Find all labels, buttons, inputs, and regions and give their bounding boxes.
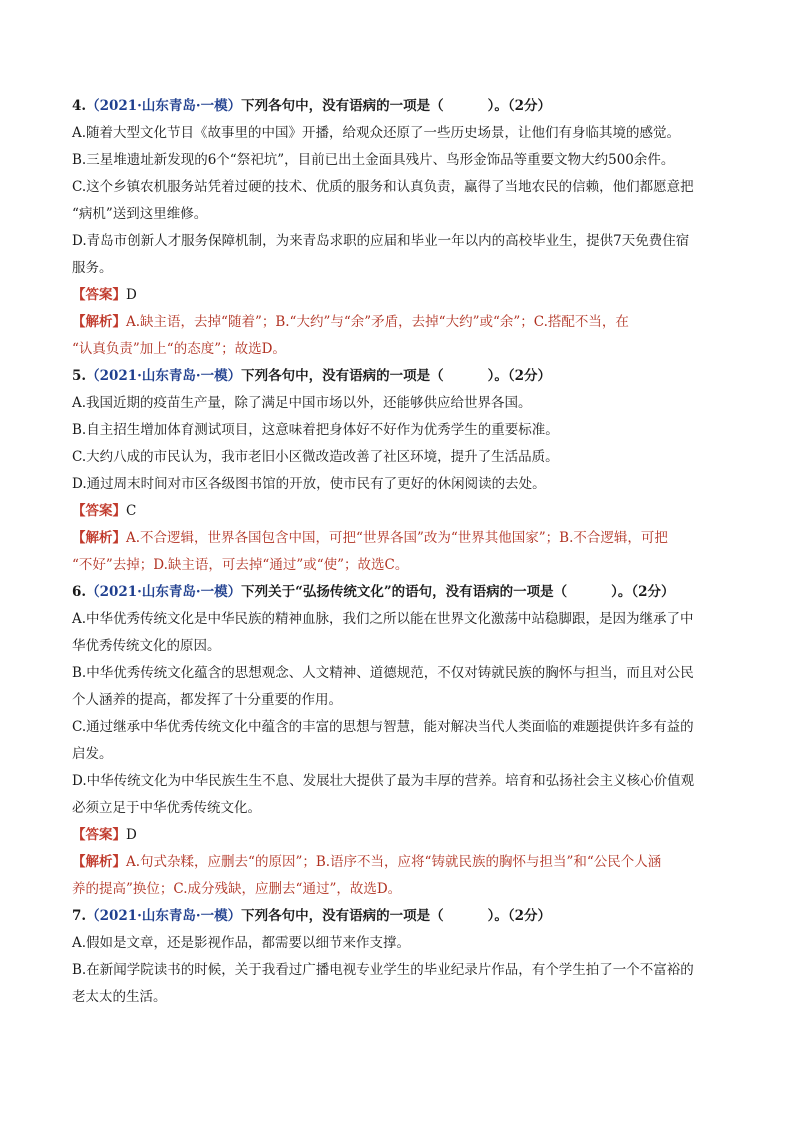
- option-line: 华优秀传统文化的原因。: [72, 638, 221, 654]
- answer-label: 【答案】: [72, 503, 126, 519]
- option-line: B.中华优秀传统文化蕴含的思想观念、人文精神、道德规范，不仅对铸就民族的胸怀与担当，而且对公民: [72, 665, 694, 681]
- analysis-line: [72, 525, 724, 552]
- question-number: 7.: [72, 908, 87, 924]
- analysis-label: 【解析】: [72, 530, 126, 546]
- analysis-line: [72, 876, 724, 903]
- option-line: D.中华传统文化为中华民族生生不息、发展壮大提供了最为丰厚的营养。培育和弘扬社会主义核心价值观: [72, 773, 695, 789]
- question-number: 6.: [72, 584, 87, 600]
- question-stem: [72, 363, 724, 390]
- option-line: 个人涵养的提高，都发挥了十分重要的作用。: [72, 692, 342, 708]
- question-number: 4.: [72, 98, 87, 114]
- analysis-line: [72, 336, 724, 363]
- question-4: [72, 93, 724, 363]
- analysis-line: [72, 309, 724, 336]
- question-source: （2021·山东青岛·一模）: [86, 584, 242, 600]
- question-score: ）。（2分）: [611, 584, 675, 600]
- question-text: 下列关于“弘扬传统文化”的语句，没有语病的一项是（: [241, 584, 568, 600]
- question-list: [72, 93, 724, 1011]
- question-source: （2021·山东青岛·一模）: [86, 908, 242, 924]
- answer-line: [72, 822, 724, 849]
- answer-value: D: [126, 287, 137, 303]
- question-6: [72, 579, 724, 903]
- answer-label: 【答案】: [72, 287, 126, 303]
- option-line: 服务。: [72, 260, 113, 276]
- option-line: A.假如是文章，还是影视作品，都需要以细节来作支撑。: [72, 935, 411, 951]
- question-source: （2021·山东青岛·一模）: [86, 98, 242, 114]
- option-line: C.通过继承中华优秀传统文化中蕴含的丰富的思想与智慧，能对解决当代人类面临的难题提供许多有益的: [72, 719, 694, 735]
- analysis-text: A.不合逻辑，世界各国包含中国，可把“世界各国”改为“世界其他国家”；B.不合逻辑，可把: [126, 530, 668, 546]
- option-line: D.通过周末时间对市区各级图书馆的开放，使市民有了更好的休闲阅读的去处。: [72, 476, 546, 492]
- question-source: （2021·山东青岛·一模）: [86, 368, 242, 384]
- analysis-text: 养的提高”换位；C.成分残缺，应删去“通过”，故选D。: [72, 881, 402, 897]
- option-line: 老太太的生活。: [72, 989, 167, 1005]
- option-line: A.中华优秀传统文化是中华民族的精神血脉，我们之所以能在世界文化激荡中站稳脚跟，是因为继承了中: [72, 611, 694, 627]
- question-text: 下列各句中，没有语病的一项是（: [241, 98, 444, 114]
- answer-line: [72, 498, 724, 525]
- option-line: 启发。: [72, 746, 113, 762]
- option-line: B.在新闻学院读书的时候，关于我看过广播电视专业学生的毕业纪录片作品，有个学生拍了一个不富裕的: [72, 962, 694, 978]
- option-line: C.这个乡镇农机服务站凭着过硬的技术、优质的服务和认真负责，赢得了当地农民的信赖，他们都愿意把: [72, 179, 694, 195]
- option-line: 必须立足于中华优秀传统文化。: [72, 800, 261, 816]
- analysis-text: A.句式杂糅，应删去“的原因”；B.语序不当，应将“铸就民族的胸怀与担当”和“公民个人涵: [126, 854, 662, 870]
- option-line: B.三星堆遗址新发现的6个“祭祀坑”，目前已出土金面具残片、鸟形金饰品等重要文物大约500余件。: [72, 152, 675, 168]
- option-line: B.自主招生增加体育测试项目，这意味着把身体好不好作为优秀学生的重要标准。: [72, 422, 559, 438]
- analysis-line: [72, 849, 724, 876]
- question-score: ）。（2分）: [487, 908, 551, 924]
- question-7: [72, 903, 724, 1011]
- answer-label: 【答案】: [72, 827, 126, 843]
- question-number: 5.: [72, 368, 87, 384]
- question-text: 下列各句中，没有语病的一项是（: [241, 908, 444, 924]
- answer-value: D: [126, 827, 137, 843]
- option-line: C.大约八成的市民认为，我市老旧小区微改造改善了社区环境，提升了生活品质。: [72, 449, 559, 465]
- question-stem: [72, 93, 724, 120]
- analysis-line: [72, 552, 724, 579]
- option-line: “病机”送到这里维修。: [72, 206, 208, 222]
- option-line: A.随着大型文化节目《故事里的中国》开播，给观众还原了一些历史场景，让他们有身临其境的感觉。: [72, 125, 681, 141]
- option-line: D.青岛市创新人才服务保障机制，为来青岛求职的应届和毕业一年以内的高校毕业生，提供7天免费住宿: [72, 233, 690, 249]
- question-text: 下列各句中，没有语病的一项是（: [241, 368, 444, 384]
- analysis-label: 【解析】: [72, 854, 126, 870]
- question-stem: [72, 579, 724, 606]
- option-line: A.我国近期的疫苗生产量，除了满足中国市场以外，还能够供应给世界各国。: [72, 395, 532, 411]
- question-score: ）。（2分）: [487, 368, 551, 384]
- answer-line: [72, 282, 724, 309]
- analysis-text: “认真负责”加上“的态度”；故选D。: [72, 341, 286, 357]
- answer-value: C: [126, 503, 137, 519]
- analysis-label: 【解析】: [72, 314, 126, 330]
- question-5: [72, 363, 724, 579]
- analysis-text: “不好”去掉；D.缺主语，可去掉“通过”或“使”；故选C。: [72, 557, 409, 573]
- question-stem: [72, 903, 724, 930]
- question-score: ）。（2分）: [487, 98, 551, 114]
- analysis-text: A.缺主语，去掉“随着”；B.“大约”与“余”矛盾，去掉“大约”或“余”；C.搭配不当，在: [126, 314, 629, 330]
